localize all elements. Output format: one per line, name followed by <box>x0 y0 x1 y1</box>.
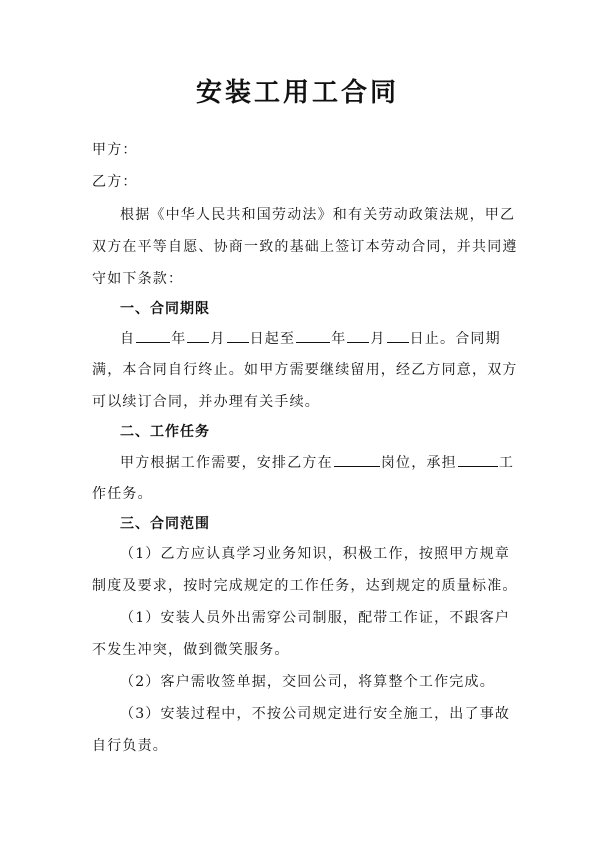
clause-1-line-1: （1）乙方应认真学习业务知识，积极工作，按照甲方规章 <box>120 546 511 562</box>
section-1-heading: 一、合同期限 <box>120 301 210 317</box>
clause-2-line-2: 不发生冲突，做到微笑服务。 <box>92 642 290 658</box>
intro-line-3: 守如下条款： <box>92 271 184 287</box>
section-2-heading: 二、工作任务 <box>120 424 210 440</box>
end-year-blank <box>296 328 330 343</box>
start-year-blank <box>136 328 170 343</box>
clause-4-line-1: （3）安装过程中，不按公司规定进行安全施工，出了事故 <box>120 706 511 722</box>
intro-line-2: 双方在平等自愿、协商一致的基础上签订本劳动合同，并共同遵 <box>92 239 518 255</box>
post-blank <box>334 452 380 467</box>
end-month-blank <box>347 328 369 343</box>
term-day-1: 日起至 <box>249 331 296 347</box>
term-month-2: 月 <box>370 331 386 347</box>
start-month-blank <box>187 328 209 343</box>
document-title: 安装工用工合同 <box>195 78 399 108</box>
term-year-1: 年 <box>171 331 187 347</box>
section-3-heading: 三、合同范围 <box>120 516 210 532</box>
clause-1-line-2: 制度及要求，按时完成规定的工作任务，达到规定的质量标准。 <box>92 578 518 594</box>
section-2-line-2: 作任务。 <box>92 486 153 502</box>
start-day-blank <box>227 328 249 343</box>
section-1-line-3: 可以续订合同，并办理有关手续。 <box>92 394 320 410</box>
task-text-1: 甲方根据工作需要，安排乙方在 <box>120 455 333 471</box>
section-1-line-1 <box>120 328 512 349</box>
term-day-2: 日止。合同期 <box>409 331 501 347</box>
clause-3-line-1: （2）客户需收签单据，交回公司，将算整个工作完成。 <box>120 674 495 690</box>
term-month-1: 月 <box>210 331 226 347</box>
task-text-3: 工 <box>498 455 515 471</box>
party-b-label: 乙方： <box>92 174 138 190</box>
end-day-blank <box>387 328 409 343</box>
party-a-label: 甲方： <box>92 142 138 158</box>
duty-blank <box>458 452 498 467</box>
section-2-line-1 <box>120 452 515 473</box>
term-prefix: 自 <box>120 331 136 347</box>
clause-4-line-2: 自行负责。 <box>92 738 168 754</box>
section-1-line-2: 满，本合同自行终止。如甲方需要继续留用，经乙方同意，双方 <box>92 362 518 378</box>
clause-2-line-1: （1）安装人员外出需穿公司制服，配带工作证，不跟客户 <box>120 610 511 626</box>
task-text-2: 岗位，承担 <box>380 455 457 471</box>
term-year-2: 年 <box>331 331 347 347</box>
intro-line-1: 根据《中华人民共和国劳动法》和有关劳动政策法规，甲乙 <box>120 207 516 223</box>
